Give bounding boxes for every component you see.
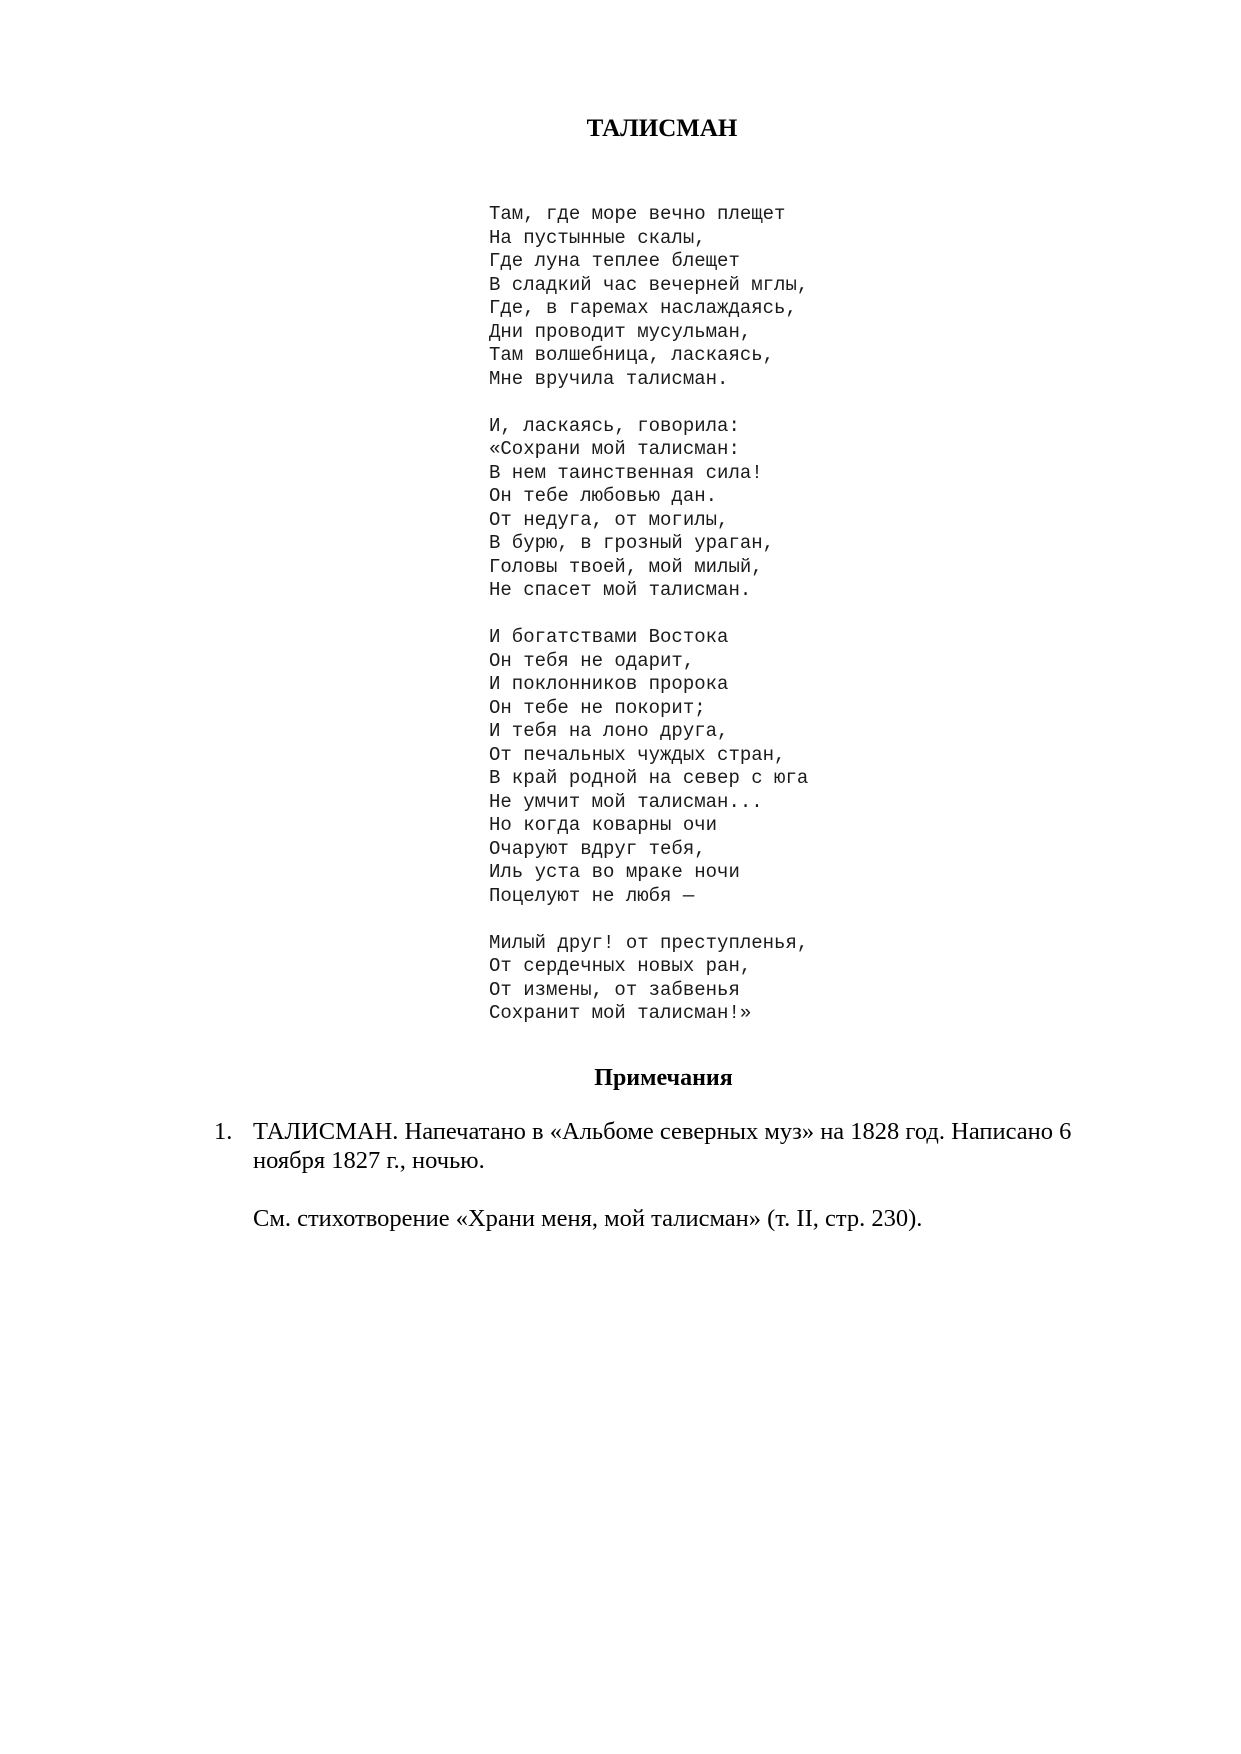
notes-heading: Примечания (594, 1065, 733, 1091)
poem-stanza (489, 203, 1049, 391)
poem-line: И богатствами Востока (489, 626, 729, 648)
poem-line: На пустынные скалы, (489, 226, 706, 249)
poem-line: Не спасет мой талисман. (489, 579, 752, 601)
poem-line: В нем таинственная сила! (489, 461, 763, 484)
note-paragraph: См. стихотворение «Храни меня, мой талисман» (т. II, стр. 230). (253, 1205, 923, 1232)
poem-line: Он тебе любовью дан. (489, 485, 718, 507)
poem-line: В бурю, в грозный ураган, (489, 532, 775, 554)
poem-line: От недуга, от могилы, (489, 508, 729, 531)
poem-line: Там волшебница, ласкаясь, (489, 344, 775, 366)
poem-line: Мне вручила талисман. (489, 367, 729, 390)
poem-title: ТАЛИСМАН (586, 115, 738, 142)
poem-line: В сладкий час вечерней мглы, (489, 273, 809, 296)
poem-stanza (489, 626, 1049, 908)
note-item (214, 1117, 1114, 1233)
poem-stanza (489, 415, 1049, 603)
poem-line: Где луна теплее блещет (489, 250, 740, 272)
poem-line: От печальных чуждых стран, (489, 743, 786, 766)
poem-body (489, 203, 1049, 1026)
poem-stanza (489, 932, 1049, 1026)
note-number: 1. (214, 1118, 233, 1145)
note-paragraph: ТАЛИСМАН. Напечатано в «Альбоме северных муз» на 1828 год. Написано 6 ноября 1827 г., ночью. (253, 1118, 1072, 1174)
poem-line: Но когда коварны очи (489, 814, 718, 836)
poem-line: Дни проводит мусульман, (489, 320, 752, 343)
poem-line: От сердечных новых ран, (489, 955, 752, 977)
poem-line: И поклонников пророка (489, 673, 729, 695)
poem-line: Головы твоей, мой милый, (489, 555, 763, 578)
poem-line: Иль уста во мраке ночи (489, 861, 740, 883)
poem-line: В край родной на север с юга (489, 767, 809, 789)
poem-line: И, ласкаясь, говорила: (489, 414, 740, 437)
poem-line: Не умчит мой талисман... (489, 790, 763, 813)
poem-line: Он тебе не покорит; (489, 696, 706, 719)
poem-line: Где, в гаремах наслаждаясь, (489, 297, 797, 319)
poem-line: Поцелуют не любя — (489, 884, 695, 907)
notes-list (214, 1117, 1114, 1233)
poem-line: И тебя на лоно друга, (489, 720, 729, 742)
poem-line: Он тебя не одарит, (489, 649, 695, 672)
poem-line: Там, где море вечно плещет (489, 203, 786, 225)
poem-line: Сохранит мой талисман!» (489, 1002, 752, 1024)
poem-line: «Сохрани мой талисман: (489, 438, 740, 460)
poem-line: Милый друг! от преступленья, (489, 931, 809, 954)
poem-line: Очаруют вдруг тебя, (489, 837, 706, 860)
poem-line: От измены, от забвенья (489, 978, 740, 1001)
